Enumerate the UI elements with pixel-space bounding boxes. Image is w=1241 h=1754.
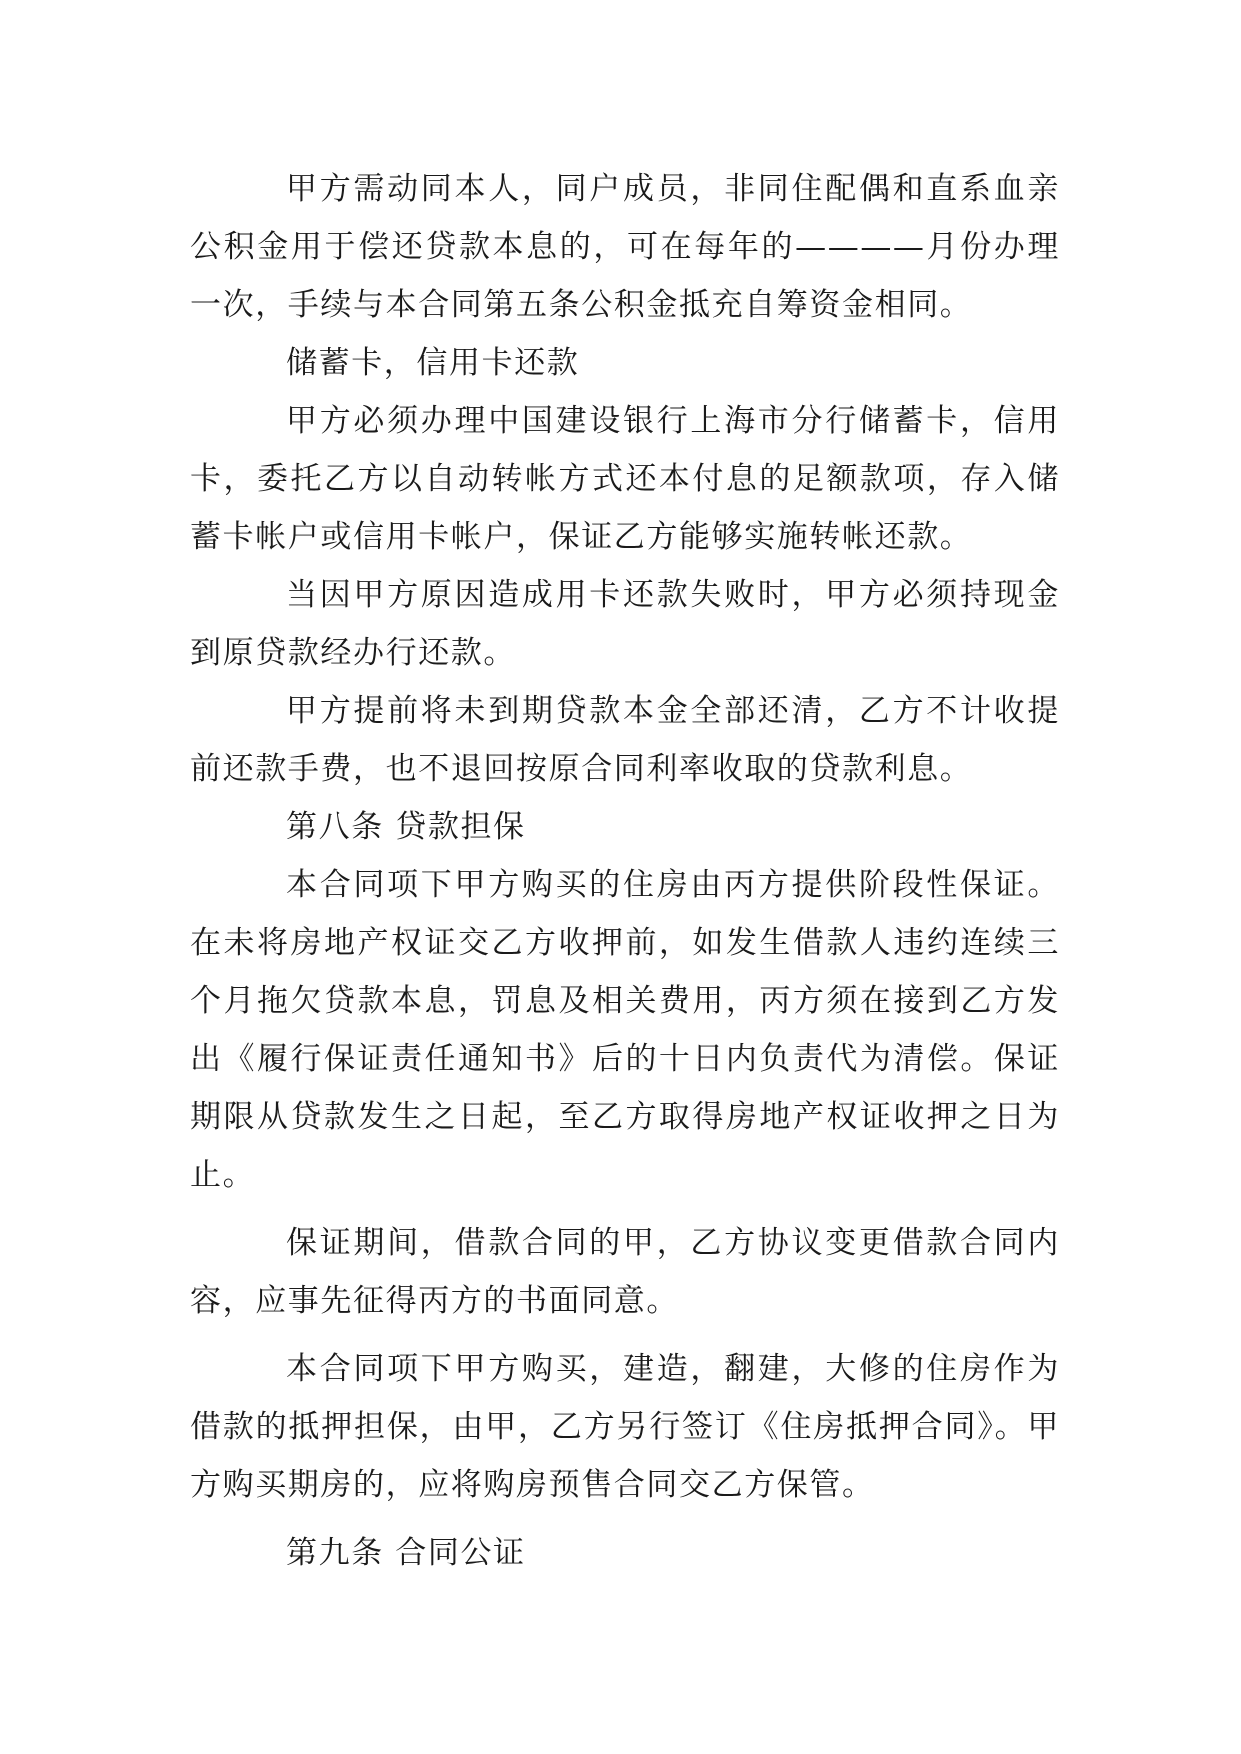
- section-heading-card-repayment: 储蓄卡，信用卡还款: [286, 345, 580, 381]
- paragraph-mortgage-guarantee: 本合同项下甲方购买，建造，翻建，大修的住房作为借款的抵押担保，由甲，乙方另行签订《住房抵押合同》。甲方购买期房的，应将购房预售合同交乙方保管。: [190, 1351, 1060, 1503]
- document-body: [190, 160, 1060, 1582]
- paragraph-card-account-requirement: 甲方必须办理中国建设银行上海市分行储蓄卡，信用卡，委托乙方以自动转帐方式还本付息的足额款项，存入储蓄卡帐户或信用卡帐户，保证乙方能够实施转帐还款。: [190, 403, 1060, 555]
- paragraph-card-repayment-failure: 当因甲方原因造成用卡还款失败时，甲方必须持现金到原贷款经办行还款。: [190, 577, 1060, 671]
- article-heading-8: 第八条 贷款担保: [286, 809, 526, 845]
- paragraph-early-repayment: 甲方提前将未到期贷款本金全部还清，乙方不计收提前还款手费，也不退回按原合同利率收取的贷款利息。: [190, 693, 1060, 787]
- article-heading-9: 第九条 合同公证: [286, 1535, 526, 1571]
- paragraph-guarantee-terms: 本合同项下甲方购买的住房由丙方提供阶段性保证。在未将房地产权证交乙方收押前，如发生借款人违约连续三个月拖欠贷款本息，罚息及相关费用，丙方须在接到乙方发出《履行保证责任通知书》后的十日内负责代为清偿。保证期限从贷款发生之日起，至乙方取得房地产权证收押之日为止。: [190, 867, 1060, 1193]
- paragraph-provident-fund-repayment: 甲方需动同本人，同户成员，非同住配偶和直系血亲公积金用于偿还贷款本息的，可在每年的————月份办理一次，手续与本合同第五条公积金抵充自筹资金相同。: [190, 171, 1060, 323]
- paragraph-guarantee-period-change: 保证期间，借款合同的甲，乙方协议变更借款合同内容，应事先征得丙方的书面同意。: [190, 1225, 1060, 1319]
